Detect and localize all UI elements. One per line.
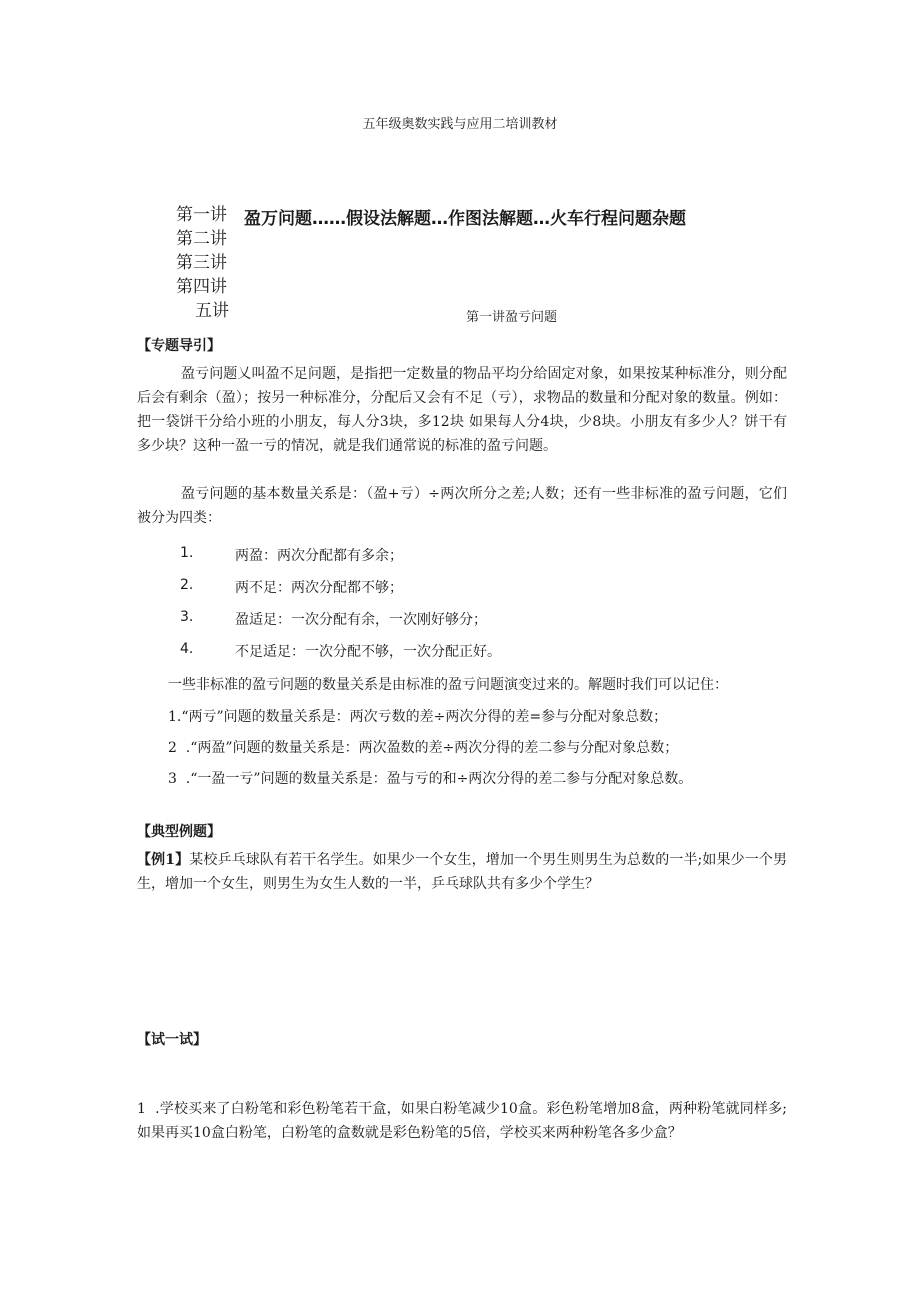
intro-paragraph-1: 盈亏问题乂叫盈不足问题，是指把一定数量的物品平均分给固定对象，如果按某种标准分，则分配后会有剩余（盈）；按另一种标准分，分配后又会有不足（亏），求物品的数量和分配对象的数量。例如：把一袋饼干分给小班的小朋友，每人分3块，多12块 如果每人分4块，少8块。小朋友有多少人？饼干有多少块？这种一盈一亏的情况，就是我们通常说的标准的盈亏问题。: [137, 366, 787, 454]
relation-1: 1.“两亏”问题的数量关系是：两次亏数的差÷两次分得的差=参与分配对象总数；: [168, 709, 668, 725]
type-item-number: 4.: [180, 641, 194, 657]
example-1-text: 某校乒乓球队有若干名学生。如果少一个女生，增加一个男生则男生为总数的一半;如果少一个男生，增加一个女生，则男生为女生人数的一半，乒乓球队共有多少个学生？: [137, 852, 787, 892]
relation-2: 2 .“两盈”问题的数量关系是：两次盈数的差÷两次分得的差二参与分配对象总数；: [168, 740, 679, 756]
tryit-heading: 【试一试】: [137, 1032, 207, 1048]
intro-heading: 【专题导引】: [137, 338, 221, 354]
toc-title-line: 盈万问题……假设法解题…作图法解题…火车行程问题杂题: [244, 209, 686, 229]
type-item-number: 3.: [180, 609, 194, 625]
type-item-text: 两不足：两次分配都不够；: [235, 580, 403, 596]
type-item-number: 1.: [180, 545, 194, 561]
document-header: 五年级奥数实践与应用二培训教材: [362, 117, 558, 132]
type-item-text: 两盈：两次分配都有多余；: [235, 548, 403, 564]
toc-label-2: 第二讲: [176, 229, 227, 249]
toc-label-4: 第四讲: [176, 277, 227, 297]
tryit-problem-1: 1 .学校买来了白粉笔和彩色粉笔若干盒，如果白粉笔减少10盒。彩色粉笔增加8盒，两种粉笔就同样多;如果再买10盒白粉笔，白粉笔的盒数就是彩色粉笔的5倍，学校买来两种粉笔各多少盒？: [137, 1101, 787, 1141]
toc-label-1: 第一讲: [176, 205, 227, 225]
type-item-text: 不足适足：一次分配不够，一次分配正好。: [235, 644, 501, 660]
type-item-number: 2.: [180, 577, 194, 593]
type-item-text: 盈适足：一次分配有余，一次刚好够分；: [235, 612, 487, 628]
relation-3: 3 .“一盈一亏”问题的数量关系是：盈与亏的和÷两次分得的差二参与分配对象总数。: [168, 771, 693, 787]
toc-label-5: 五讲: [195, 301, 229, 321]
toc-label-3: 第三讲: [176, 253, 227, 273]
intro-paragraph-2: 盈亏问题的基本数量关系是：（盈+亏）÷两次所分之差;人数；还有一些非标准的盈亏问题，它们被分为四类：: [137, 486, 787, 526]
example-1: [137, 848, 787, 896]
intro-paragraph-3: 一些非标准的盈亏问题的数量关系是由标准的盈亏问题演变过来的。解题时我们可以记住：: [168, 677, 728, 693]
examples-heading: 【典型例题】: [137, 824, 221, 840]
example-1-label: 【例1】: [137, 852, 190, 868]
lecture-title: 第一讲盈亏问题: [466, 310, 558, 325]
